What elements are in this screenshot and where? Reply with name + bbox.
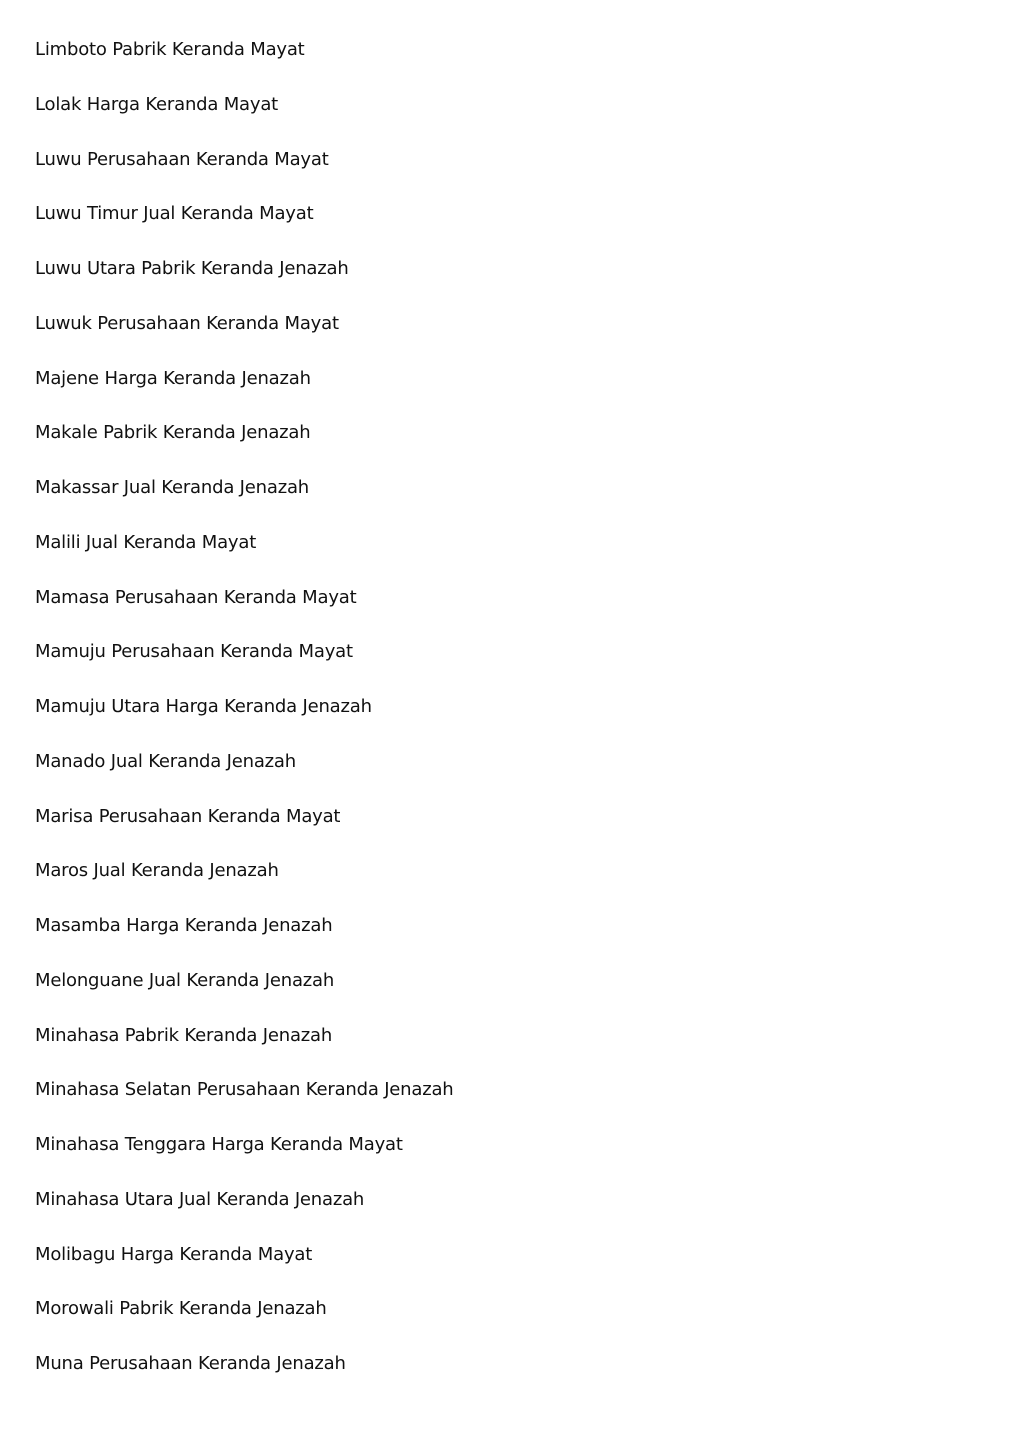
list-item: Mamuju Perusahaan Keranda Mayat: [35, 641, 353, 663]
list-item: Makale Pabrik Keranda Jenazah: [35, 422, 311, 444]
list-item: Marisa Perusahaan Keranda Mayat: [35, 805, 341, 827]
list-item: Muna Perusahaan Keranda Jenazah: [35, 1353, 346, 1374]
list-item: Minahasa Selatan Perusahaan Keranda Jenazah: [35, 1079, 454, 1101]
list-item: Mamuju Utara Harga Keranda Jenazah: [35, 696, 372, 717]
list-item: Masamba Harga Keranda Jenazah: [35, 915, 333, 936]
list-item: Molibagu Harga Keranda Mayat: [35, 1243, 313, 1265]
list-item: Minahasa Tenggara Harga Keranda Mayat: [35, 1134, 403, 1155]
list-item: Luwu Timur Jual Keranda Mayat: [35, 203, 314, 225]
list-item: Maros Jual Keranda Jenazah: [35, 860, 279, 882]
entry-list: [35, 36, 454, 1405]
list-item: Limboto Pabrik Keranda Mayat: [35, 39, 305, 60]
list-item: Morowali Pabrik Keranda Jenazah: [35, 1298, 327, 1320]
list-item: Makassar Jual Keranda Jenazah: [35, 477, 309, 498]
list-item: Luwu Utara Pabrik Keranda Jenazah: [35, 258, 349, 279]
list-item: Mamasa Perusahaan Keranda Mayat: [35, 586, 357, 608]
list-item: Luwuk Perusahaan Keranda Mayat: [35, 312, 339, 334]
list-item: Majene Harga Keranda Jenazah: [35, 367, 311, 389]
list-item: Minahasa Utara Jual Keranda Jenazah: [35, 1188, 365, 1210]
list-item: Malili Jual Keranda Mayat: [35, 531, 257, 553]
list-item: Lolak Harga Keranda Mayat: [35, 93, 279, 115]
list-item: Melonguane Jual Keranda Jenazah: [35, 969, 335, 991]
list-item: Manado Jual Keranda Jenazah: [35, 750, 296, 772]
list-item: Luwu Perusahaan Keranda Mayat: [35, 148, 329, 170]
list-item: Minahasa Pabrik Keranda Jenazah: [35, 1024, 333, 1046]
